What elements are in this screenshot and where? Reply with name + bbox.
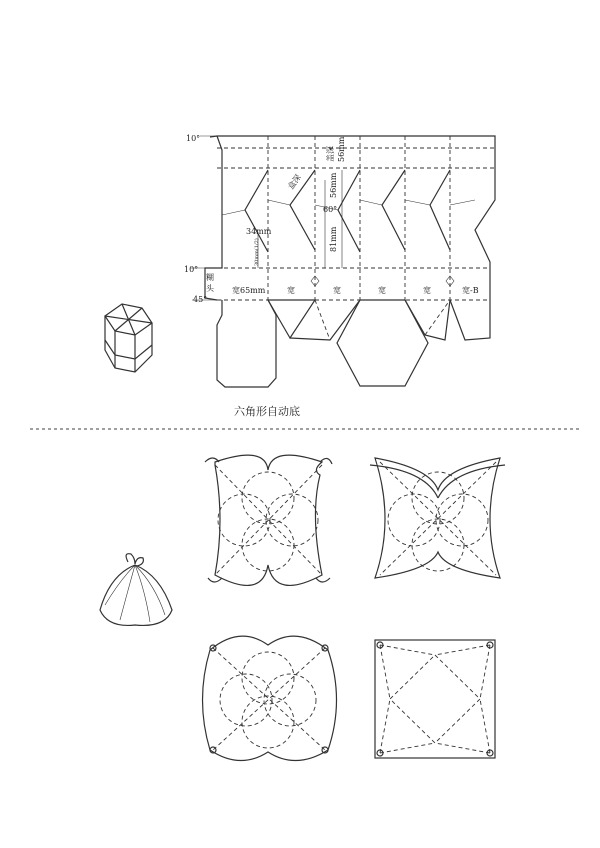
petal-pattern-1 (205, 455, 332, 585)
angle-60-label: 60° (323, 205, 338, 214)
width-label-4: 宽 (378, 286, 386, 295)
petal-pattern-2 (370, 458, 505, 578)
lid-depth-value: 56mm (337, 136, 346, 162)
gift-pouch-3d-icon (100, 554, 172, 626)
width-label-3: 宽 (333, 286, 341, 295)
diagram-caption: 六角形自动底 (234, 405, 300, 418)
angle-mid-label: 10° (184, 265, 199, 274)
dim-small-label: 30mm(1/2) (254, 238, 260, 266)
angle-top-label: 10° (186, 134, 201, 143)
glue-tab-label-2: 头 (206, 284, 214, 293)
angle-bottom-label: 45° (193, 295, 208, 304)
box-depth-label: 盒深 (286, 172, 303, 192)
square-pattern-4 (375, 640, 495, 758)
lid-depth-label: 盖深 (326, 146, 335, 162)
width-label-1: 宽65mm (232, 286, 266, 295)
glue-tab-label-1: 糊 (206, 273, 214, 282)
dim-34-label: 34mm (246, 227, 272, 236)
hexagon-box-3d-icon (105, 304, 152, 372)
dim-81-label: 81mm (329, 226, 338, 252)
width-label-2: 宽 (287, 286, 295, 295)
petal-pattern-3 (203, 636, 337, 760)
dim-56-label: 56mm (329, 172, 338, 198)
hex-box-dieline (190, 136, 495, 387)
width-label-6: 宽-B (462, 286, 479, 295)
width-label-5: 宽 (423, 286, 431, 295)
